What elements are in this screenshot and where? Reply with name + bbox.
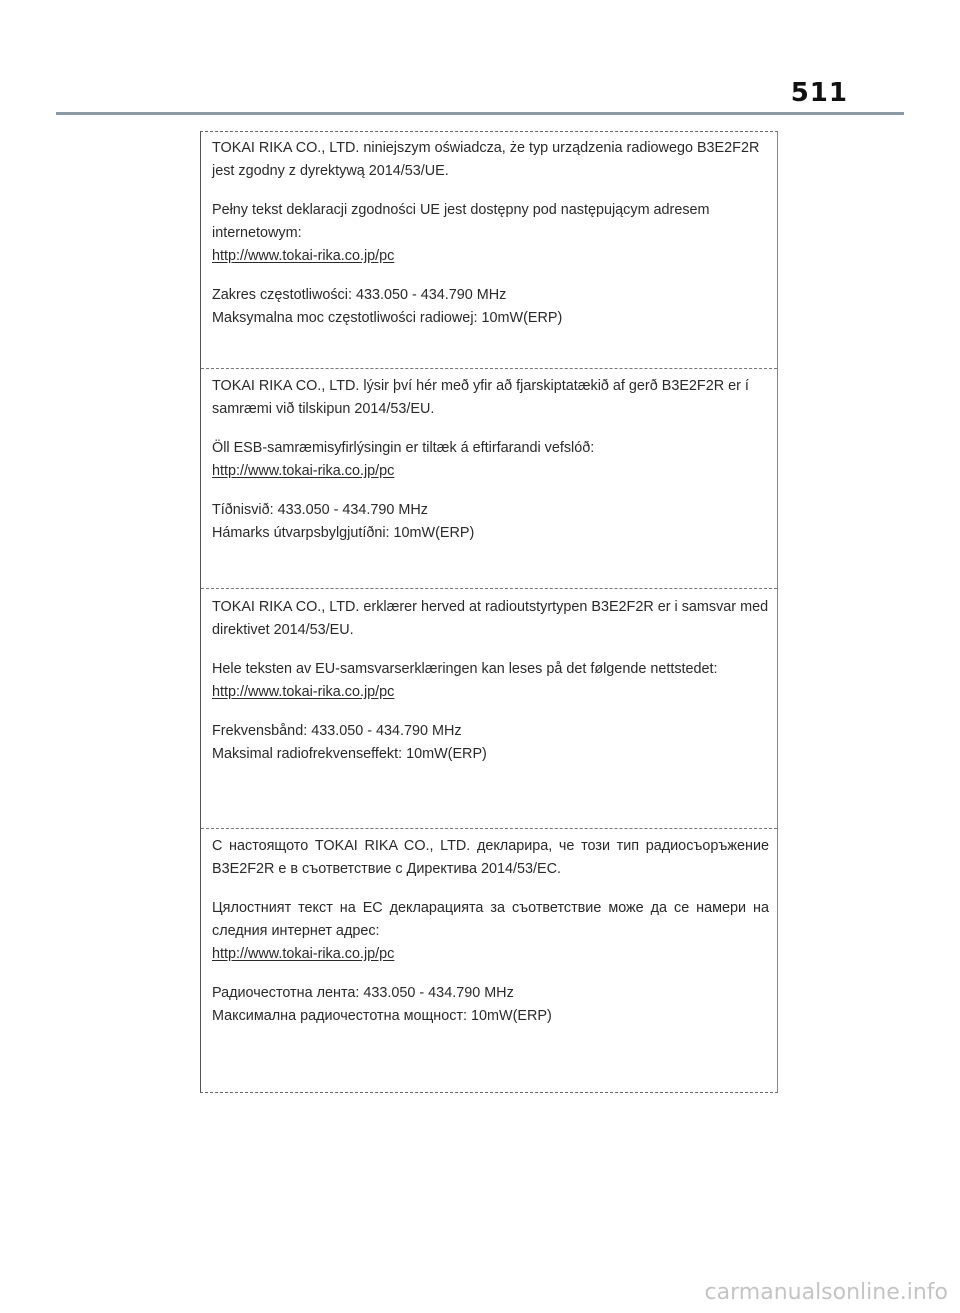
declaration-icelandic (201, 368, 777, 588)
declaration-availability (212, 658, 769, 704)
declaration-specs (212, 982, 769, 1028)
declaration-statement: TOKAI RIKA CO., LTD. lýsir því hér með yfir að fjarskiptatækið af gerð B3E2F2R er í samræmi við tilskipun 2014/53/EU. (212, 378, 749, 417)
declaration-bulgarian (201, 828, 777, 1092)
max-power: Maksimal radiofrekvenseffekt: 10mW(ERP) (212, 746, 487, 762)
declaration-availability (212, 437, 769, 483)
max-power: Максимална радиочестотна мощност: 10mW(ERP) (212, 1008, 552, 1024)
availability-text: Pełny tekst deklaracji zgodności UE jest dostępny pod następującym adresem internetowym: (212, 202, 710, 241)
availability-text: Öll ESB-samræmisyfirlýsingin er tiltæk á eftirfarandi vefslóð: (212, 440, 595, 456)
frequency-range: Zakres częstotliwości: 433.050 - 434.790 MHz (212, 287, 507, 303)
declaration-polish (201, 132, 777, 368)
declaration-availability (212, 897, 769, 966)
max-power: Hámarks útvarpsbylgjutíðni: 10mW(ERP) (212, 525, 475, 541)
page-number: 511 (790, 78, 848, 108)
declaration-url-link[interactable]: http://www.tokai-rika.co.jp/pc (212, 684, 395, 700)
declaration-norwegian (201, 588, 777, 828)
declaration-specs (212, 284, 769, 330)
declaration-statement: TOKAI RIKA CO., LTD. erklærer herved at radioutstyrtypen B3E2F2R er i samsvar med direktivet 2014/53/EU. (212, 599, 769, 638)
declaration-statement: TOKAI RIKA CO., LTD. niniejszym oświadcza, że typ urządzenia radiowego B3E2F2R jest zgodny z dyrektywą 2014/53/UE. (212, 140, 760, 179)
site-watermark: carmanualsonline.info (704, 1280, 948, 1305)
declarations-box (200, 131, 778, 1093)
availability-text: Цялостният текст на ЕС декларацията за съответствие може да се намери на следния интернет адрес: (212, 900, 769, 939)
frequency-range: Frekvensbånd: 433.050 - 434.790 MHz (212, 723, 462, 739)
declaration-url-link[interactable]: http://www.tokai-rika.co.jp/pc (212, 248, 395, 264)
declaration-specs (212, 499, 769, 545)
max-power: Maksymalna moc częstotliwości radiowej: 10mW(ERP) (212, 310, 563, 326)
declaration-url-link[interactable]: http://www.tokai-rika.co.jp/pc (212, 946, 395, 962)
declaration-statement: С настоящото TOKAI RIKA CO., LTD. декларира, че този тип радиосъоръжение B3E2F2R е в съответствие с Директива 2014/53/EC. (212, 838, 769, 877)
availability-text: Hele teksten av EU-samsvarserklæringen kan leses på det følgende nettstedet: (212, 661, 718, 677)
frequency-range: Радиочестотна лента: 433.050 - 434.790 MHz (212, 985, 514, 1001)
declaration-url-link[interactable]: http://www.tokai-rika.co.jp/pc (212, 463, 395, 479)
frequency-range: Tíðnisvið: 433.050 - 434.790 MHz (212, 502, 428, 518)
header-divider (56, 112, 904, 115)
declaration-specs (212, 720, 769, 766)
declaration-availability (212, 199, 769, 268)
